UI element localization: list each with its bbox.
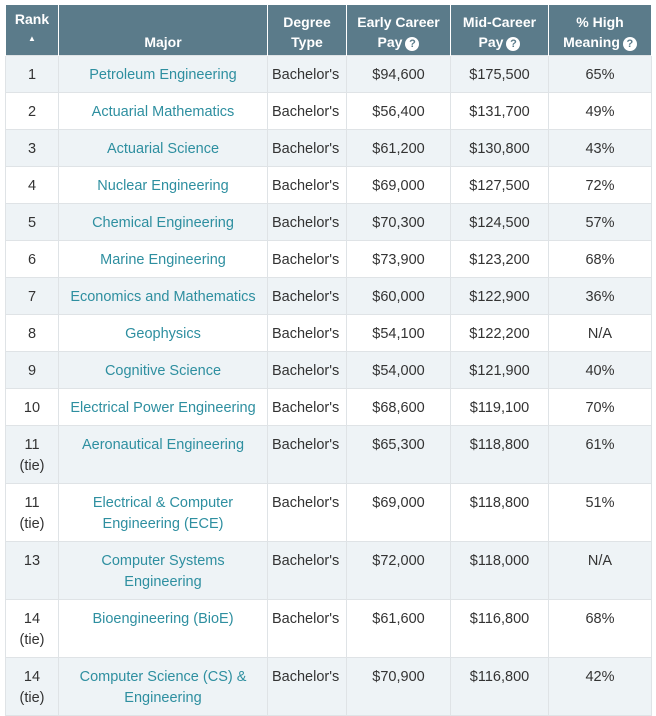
cell-major[interactable] [59, 56, 268, 93]
early-pay-value: $72,000 [372, 553, 425, 569]
rank-value: 7 [27, 289, 37, 305]
degree-value: Bachelor's [272, 141, 340, 157]
cell-high-meaning [549, 241, 652, 278]
cell-degree-type [268, 56, 347, 93]
cell-high-meaning [549, 600, 652, 658]
mid-pay-value: $131,700 [469, 104, 530, 120]
header-row [6, 5, 652, 56]
cell-major[interactable] [59, 315, 268, 352]
mid-pay-value: $116,800 [469, 611, 530, 627]
high-meaning-value: 72% [585, 178, 615, 194]
mid-pay-value: $127,500 [469, 178, 530, 194]
help-icon[interactable]: ? [506, 37, 520, 51]
cell-early-career-pay [347, 658, 451, 716]
mid-pay-value: $118,800 [469, 437, 530, 453]
col-header-high-meaning[interactable] [549, 5, 652, 56]
cell-degree-type [268, 600, 347, 658]
cell-mid-career-pay [451, 315, 549, 352]
cell-rank [6, 130, 59, 167]
cell-rank [6, 600, 59, 658]
major-link[interactable]: Bioengineering (BioE) [92, 611, 234, 627]
cell-early-career-pay [347, 93, 451, 130]
early-pay-value: $61,600 [372, 611, 425, 627]
high-meaning-value: N/A [587, 326, 613, 342]
degree-value: Bachelor's [272, 611, 340, 627]
table-row [6, 658, 652, 716]
early-pay-value: $60,000 [372, 289, 425, 305]
cell-degree-type [268, 426, 347, 484]
cell-early-career-pay [347, 315, 451, 352]
early-pay-value: $70,300 [372, 215, 425, 231]
cell-mid-career-pay [451, 241, 549, 278]
degree-value: Bachelor's [272, 437, 340, 453]
table-row [6, 426, 652, 484]
cell-mid-career-pay [451, 167, 549, 204]
degree-value: Bachelor's [272, 363, 340, 379]
cell-mid-career-pay [451, 542, 549, 600]
early-pay-value: $65,300 [372, 437, 425, 453]
cell-mid-career-pay [451, 600, 549, 658]
rank-value: 1 [27, 67, 37, 83]
degree-value: Bachelor's [272, 669, 340, 685]
table-row [6, 93, 652, 130]
mid-pay-value: $124,500 [469, 215, 530, 231]
cell-major[interactable] [59, 130, 268, 167]
col-header-degree-type[interactable] [268, 5, 347, 56]
major-link[interactable]: Computer Systems [101, 553, 225, 569]
early-pay-value: $94,600 [372, 67, 425, 83]
table-row [6, 352, 652, 389]
degree-value: Bachelor's [272, 104, 340, 120]
rank-value: 4 [27, 178, 37, 194]
col-header-mid-line1: Mid-Career [462, 14, 537, 30]
early-pay-value: $68,600 [372, 400, 425, 416]
major-link[interactable]: Electrical Power Engineering [70, 400, 256, 416]
help-icon[interactable]: ? [405, 37, 419, 51]
major-link[interactable]: Geophysics [125, 326, 201, 342]
early-pay-value: $69,000 [372, 178, 425, 194]
cell-rank [6, 204, 59, 241]
high-meaning-value: 42% [585, 669, 615, 685]
high-meaning-value: 43% [585, 141, 615, 157]
cell-degree-type [268, 241, 347, 278]
cell-high-meaning [549, 93, 652, 130]
help-icon[interactable]: ? [623, 37, 637, 51]
cell-major[interactable] [59, 204, 268, 241]
major-link[interactable]: Economics and Mathematics [70, 289, 256, 305]
cell-major[interactable] [59, 93, 268, 130]
cell-early-career-pay [347, 130, 451, 167]
col-header-rank[interactable] [6, 5, 59, 56]
rank-value: 6 [27, 252, 37, 268]
rank-tie-label: (tie) [19, 458, 45, 474]
cell-degree-type [268, 484, 347, 542]
cell-high-meaning [549, 658, 652, 716]
table-row [6, 167, 652, 204]
rank-value: 14 [23, 611, 41, 627]
cell-degree-type [268, 278, 347, 315]
table-row [6, 241, 652, 278]
early-pay-value: $61,200 [372, 141, 425, 157]
cell-major[interactable] [59, 352, 268, 389]
cell-early-career-pay [347, 352, 451, 389]
cell-mid-career-pay [451, 658, 549, 716]
rank-tie-label: (tie) [19, 632, 45, 648]
col-header-major-label: Major [144, 34, 182, 50]
high-meaning-value: 68% [585, 611, 615, 627]
major-link[interactable]: Marine Engineering [100, 252, 226, 268]
cell-major[interactable] [59, 278, 268, 315]
major-link[interactable]: Cognitive Science [104, 363, 222, 379]
high-meaning-value: 36% [585, 289, 615, 305]
degree-value: Bachelor's [272, 400, 340, 416]
cell-high-meaning [549, 315, 652, 352]
cell-early-career-pay [347, 56, 451, 93]
cell-early-career-pay [347, 389, 451, 426]
early-pay-value: $56,400 [372, 104, 425, 120]
degree-value: Bachelor's [272, 289, 340, 305]
cell-high-meaning [549, 389, 652, 426]
cell-rank [6, 56, 59, 93]
cell-mid-career-pay [451, 130, 549, 167]
mid-pay-value: $122,900 [469, 289, 530, 305]
cell-rank [6, 93, 59, 130]
cell-degree-type [268, 204, 347, 241]
col-header-degree-line2: Type [291, 34, 323, 50]
col-header-major[interactable] [59, 5, 268, 56]
cell-degree-type [268, 658, 347, 716]
col-header-pct-line2: Meaning [563, 34, 620, 50]
cell-degree-type [268, 352, 347, 389]
cell-rank [6, 389, 59, 426]
cell-rank [6, 167, 59, 204]
table-body [6, 56, 652, 716]
rank-value: 2 [27, 104, 37, 120]
cell-major[interactable] [59, 241, 268, 278]
cell-mid-career-pay [451, 204, 549, 241]
cell-degree-type [268, 389, 347, 426]
major-link[interactable]: Aeronautical Engineering [81, 437, 245, 453]
high-meaning-value: 68% [585, 252, 615, 268]
col-header-early-line2: Pay [377, 34, 403, 50]
major-link[interactable]: Chemical Engineering [92, 215, 234, 231]
degree-value: Bachelor's [272, 553, 340, 569]
col-header-early-line1: Early Career [357, 14, 440, 30]
degree-value: Bachelor's [272, 67, 340, 83]
rank-value: 10 [23, 400, 41, 416]
table-row [6, 542, 652, 600]
cell-high-meaning [549, 542, 652, 600]
degree-value: Bachelor's [272, 252, 340, 268]
major-link[interactable]: Actuarial Mathematics [91, 104, 235, 120]
early-pay-value: $54,100 [372, 326, 425, 342]
cell-rank [6, 484, 59, 542]
rank-value: 9 [27, 363, 37, 379]
major-link[interactable]: Petroleum Engineering [89, 67, 237, 83]
mid-pay-value: $122,200 [469, 326, 530, 342]
degree-value: Bachelor's [272, 495, 340, 511]
cell-mid-career-pay [451, 56, 549, 93]
cell-rank [6, 315, 59, 352]
cell-mid-career-pay [451, 93, 549, 130]
cell-mid-career-pay [451, 278, 549, 315]
cell-mid-career-pay [451, 352, 549, 389]
cell-degree-type [268, 167, 347, 204]
table-row [6, 130, 652, 167]
mid-pay-value: $123,200 [469, 252, 530, 268]
col-header-degree-line1: Degree [283, 14, 331, 30]
cell-major[interactable] [59, 426, 268, 484]
cell-rank [6, 542, 59, 600]
rank-tie-label: (tie) [19, 516, 45, 532]
mid-pay-value: $130,800 [469, 141, 530, 157]
table-row [6, 600, 652, 658]
sort-ascending-icon[interactable]: ▲ [28, 34, 36, 43]
table-row [6, 315, 652, 352]
cell-major[interactable] [59, 542, 268, 600]
rank-value: 13 [23, 553, 41, 569]
mid-pay-value: $118,000 [469, 553, 530, 569]
rank-value: 11 [24, 495, 40, 511]
major-link-line2[interactable]: Engineering [124, 574, 202, 590]
cell-high-meaning [549, 426, 652, 484]
degree-value: Bachelor's [272, 326, 340, 342]
early-pay-value: $73,900 [372, 252, 425, 268]
mid-pay-value: $118,800 [469, 495, 530, 511]
cell-major[interactable] [59, 167, 268, 204]
cell-major[interactable] [59, 658, 268, 716]
cell-rank [6, 241, 59, 278]
cell-high-meaning [549, 167, 652, 204]
cell-major[interactable] [59, 484, 268, 542]
cell-degree-type [268, 130, 347, 167]
rank-value: 8 [27, 326, 37, 342]
high-meaning-value: 65% [585, 67, 615, 83]
table-row [6, 204, 652, 241]
major-link[interactable]: Nuclear Engineering [97, 178, 229, 194]
major-link-line2[interactable]: Engineering (ECE) [102, 516, 224, 532]
major-link[interactable]: Computer Science (CS) & [79, 669, 247, 685]
rank-value: 3 [27, 141, 37, 157]
col-header-mid-line2: Pay [478, 34, 504, 50]
mid-pay-value: $119,100 [469, 400, 530, 416]
cell-early-career-pay [347, 204, 451, 241]
high-meaning-value: N/A [587, 553, 613, 569]
cell-degree-type [268, 542, 347, 600]
col-header-pct-line1: % High [576, 14, 624, 30]
cell-rank [6, 658, 59, 716]
cell-early-career-pay [347, 167, 451, 204]
table-row [6, 278, 652, 315]
cell-high-meaning [549, 204, 652, 241]
mid-pay-value: $175,500 [469, 67, 530, 83]
cell-high-meaning [549, 352, 652, 389]
cell-early-career-pay [347, 278, 451, 315]
cell-rank [6, 278, 59, 315]
rank-tie-label: (tie) [19, 690, 45, 706]
salary-table-container [5, 4, 651, 716]
cell-rank [6, 426, 59, 484]
early-pay-value: $70,900 [372, 669, 425, 685]
high-meaning-value: 61% [585, 437, 615, 453]
cell-early-career-pay [347, 241, 451, 278]
major-link[interactable]: Actuarial Science [106, 141, 220, 157]
degree-value: Bachelor's [272, 215, 340, 231]
rank-value: 11 [24, 437, 40, 453]
early-pay-value: $54,000 [372, 363, 425, 379]
cell-degree-type [268, 93, 347, 130]
col-header-mid-career-pay[interactable] [451, 5, 549, 56]
major-link-line2[interactable]: Engineering [124, 690, 202, 706]
cell-mid-career-pay [451, 426, 549, 484]
cell-high-meaning [549, 278, 652, 315]
major-link[interactable]: Electrical & Computer [92, 495, 234, 511]
col-header-rank-label: Rank [14, 11, 50, 27]
cell-early-career-pay [347, 426, 451, 484]
cell-mid-career-pay [451, 484, 549, 542]
cell-high-meaning [549, 484, 652, 542]
rank-value: 14 [23, 669, 41, 685]
cell-major[interactable] [59, 600, 268, 658]
cell-mid-career-pay [451, 389, 549, 426]
cell-major[interactable] [59, 389, 268, 426]
mid-pay-value: $121,900 [469, 363, 530, 379]
cell-rank [6, 352, 59, 389]
rank-value: 5 [27, 215, 37, 231]
cell-early-career-pay [347, 542, 451, 600]
table-row [6, 389, 652, 426]
cell-early-career-pay [347, 484, 451, 542]
salary-table [5, 4, 652, 716]
cell-high-meaning [549, 130, 652, 167]
cell-early-career-pay [347, 600, 451, 658]
table-row [6, 484, 652, 542]
high-meaning-value: 51% [585, 495, 615, 511]
col-header-early-career-pay[interactable] [347, 5, 451, 56]
cell-high-meaning [549, 56, 652, 93]
early-pay-value: $69,000 [372, 495, 425, 511]
high-meaning-value: 70% [585, 400, 615, 416]
table-row [6, 56, 652, 93]
high-meaning-value: 57% [585, 215, 615, 231]
cell-degree-type [268, 315, 347, 352]
high-meaning-value: 49% [585, 104, 615, 120]
mid-pay-value: $116,800 [469, 669, 530, 685]
degree-value: Bachelor's [272, 178, 340, 194]
high-meaning-value: 40% [585, 363, 615, 379]
